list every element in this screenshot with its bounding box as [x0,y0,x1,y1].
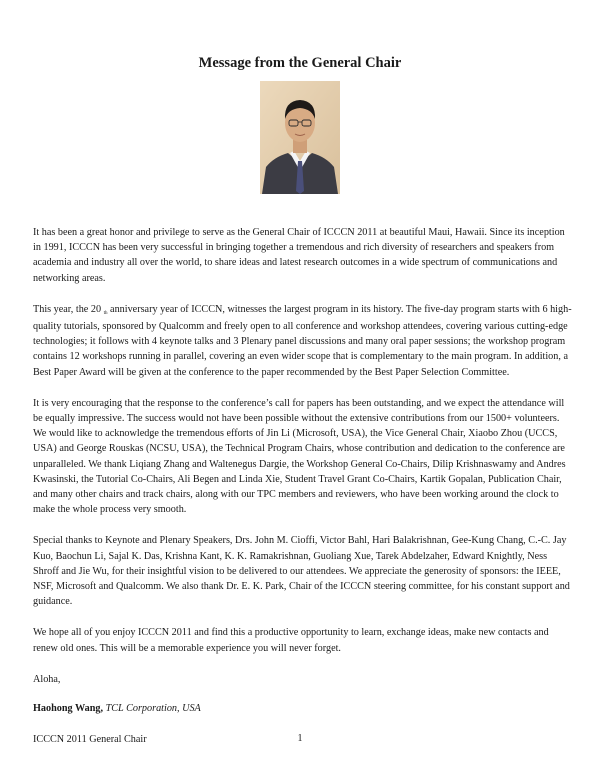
message-body [33,225,573,763]
ordinal-suffix: th [103,310,108,316]
author-photo [260,81,340,194]
paragraph-acknowledgements: It is very encouraging that the response to the conference’s call for papers has been outstanding, and we expect the attendance will be equally impressive. The success would not have been possible without the extensive contributions from our 1500+ volunteers. We would like to acknowledge the tremendous efforts of Jin Li (Microsoft, USA), the Vice General Chair, Xiaobo Zhou (UCCS, USA) and George Rouskas (NCSU, USA), the Technical Program Chairs, whose contribution and dedication to the conference are unparalleled. We thank Liqiang Zhang and Waltenegus Dargie, the Workshop General Co-Chairs, Dilip Krishnaswamy and Andres Kwasinski, the Tutorial Co-Chairs, Ali Begen and Linda Xie, Student Travel Grant Co-Chairs, Kartik Gopalan, Publication Chair, and many other chairs and track chairs, along with our TPC members and reviewers, who have been working around the clock to make the whole process very smooth. [33,397,566,516]
paragraph-program [33,302,573,380]
paragraph-program-rest: anniversary year of ICCCN, witnesses the largest program in its history. The five-day program starts with 6 high-quality tutorials, sponsored by Qualcomm and freely open to all conference and workshop attendees, covering various cutting-edge technologies; it follows with 4 keynote talks and 3 Plenary panel discussions and many oral paper sessions; the workshop program contains 12 workshops running in parallel, covering an even wider scope that is complementary to the main program. In addition, a Best Paper Award will be given at the conference to the paper recommended by the Best Paper Selection Committee. [33,303,572,378]
paragraph-intro: It has been a great honor and privilege to serve as the General Chair of ICCCN 2011 at beautiful Maui, Hawaii. Since its inception in 1991, ICCCN has been very successful in bringing together a tremendous and rich diversity of researchers and speakers from academia and industry all over the world, to share ideas and latest research outcomes in a wide spectrum of communications and networking areas. [33,227,565,284]
page-title: Message from the General Chair [198,55,402,71]
signature-line [33,701,573,716]
signature-role: ICCCN 2011 General Chair [33,734,147,746]
greeting: Aloha, [33,673,61,685]
paragraph-program-start: This year, the 20 [33,303,102,315]
signature-organization: TCL Corporation, USA [105,703,201,715]
paragraph-closing: We hope all of you enjoy ICCCN 2011 and find this a productive opportunity to learn, exchange ideas, make new contacts and renew old ones. This will be a memorable experience you will never forget. [33,627,549,654]
page-number: 1 [297,733,303,744]
paragraph-special-thanks: Special thanks to Keynote and Plenary Speakers, Drs. John M. Cioffi, Victor Bahl, Hari Balakrishnan, Gee-Kung Chang, C.-C. Jay Kuo, Baochun Li, Sajal K. Das, Krishna Kant, K. K. Ramakrishnan, Guoliang Xue, Tarek Abdelzaher, Edward Knightly, Ness Shroff and Jie Wu, for their insightful vision to be delivered to our attendees. We appreciate the generosity of sponsors: the IEEE, NSF, Microsoft and Qualcomm. We also thank Dr. E. K. Park, Chair of the ICCCN steering committee, for his constant support and guidance. [33,535,570,608]
signature-name: Haohong Wang, [33,703,104,715]
